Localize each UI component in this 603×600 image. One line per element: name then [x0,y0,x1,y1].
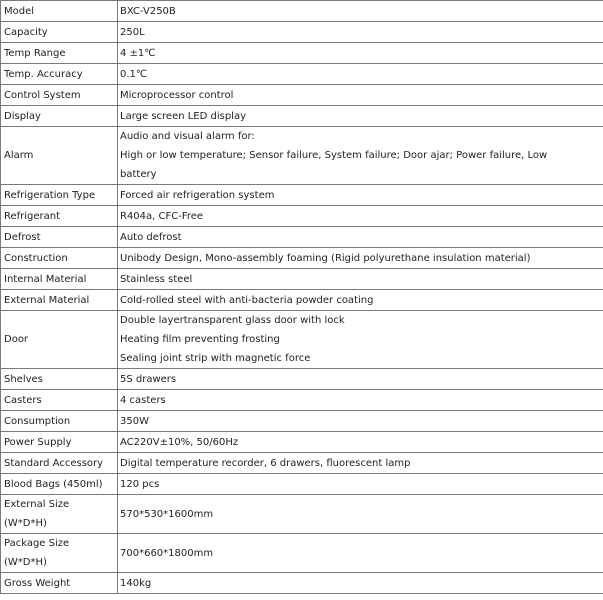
row-value: 350W [118,411,603,432]
label-line: (W*D*H) [4,518,47,529]
row-label: External Material [1,290,118,311]
row-label: Construction [1,248,118,269]
row-value: Unibody Design, Mono-assembly foaming (Rigid polyurethane insulation material) [118,248,603,269]
value-line: Double layertransparent glass door with lock [120,315,345,326]
row-label: Power Supply [1,432,118,453]
row-label [1,495,118,534]
row-label: Blood Bags (450ml) [1,474,118,495]
table-row [1,411,603,432]
table-row [1,453,603,474]
row-value: 0.1℃ [118,64,603,85]
row-value: 570*530*1600mm [118,495,603,534]
row-label: Internal Material [1,269,118,290]
row-value: R404a, CFC-Free [118,206,603,227]
row-label [1,534,118,573]
row-label: Display [1,106,118,127]
row-value: Large screen LED display [118,106,603,127]
row-label: Standard Accessory [1,453,118,474]
table-row [1,185,603,206]
table-row [1,43,603,64]
table-row [1,534,603,573]
table-row [1,1,603,22]
table-row [1,22,603,43]
value-line: Sealing joint strip with magnetic force [120,353,311,364]
row-value [118,127,603,185]
row-label: Consumption [1,411,118,432]
row-label: Defrost [1,227,118,248]
row-value: Digital temperature recorder, 6 drawers, fluorescent lamp [118,453,603,474]
row-label: Model [1,1,118,22]
table-row [1,311,603,369]
row-label: Control System [1,85,118,106]
value-line: High or low temperature; Sensor failure, System failure; Door ajar; Power failure, Low [120,150,548,161]
table-row [1,269,603,290]
label-line: (W*D*H) [4,557,47,568]
value-line: Audio and visual alarm for: [120,131,255,142]
value-line: Heating film preventing frosting [120,334,280,345]
table-row [1,290,603,311]
table-row [1,127,603,185]
table-row [1,369,603,390]
table-row [1,390,603,411]
table-row [1,573,603,594]
row-value: 140kg [118,573,603,594]
row-value: Auto defrost [118,227,603,248]
row-value [118,311,603,369]
table-row [1,474,603,495]
row-value: Forced air refrigeration system [118,185,603,206]
label-line: Package Size [4,538,70,549]
row-value: Cold-rolled steel with anti-bacteria powder coating [118,290,603,311]
row-label: Temp Range [1,43,118,64]
row-label: Shelves [1,369,118,390]
row-label: Temp. Accuracy [1,64,118,85]
row-value: 700*660*1800mm [118,534,603,573]
value-line: battery [120,169,157,180]
row-value: 4 ±1℃ [118,43,603,64]
row-label: Refrigeration Type [1,185,118,206]
table-row [1,495,603,534]
row-label: Alarm [1,127,118,185]
row-label: Gross Weight [1,573,118,594]
row-label: Capacity [1,22,118,43]
row-label: Casters [1,390,118,411]
row-label: Door [1,311,118,369]
row-value: 250L [118,22,603,43]
row-value: 120 pcs [118,474,603,495]
table-row [1,248,603,269]
row-label: Refrigerant [1,206,118,227]
row-value: Microprocessor control [118,85,603,106]
label-line: External Size [4,499,70,510]
table-row [1,206,603,227]
table-row [1,106,603,127]
row-value: 4 casters [118,390,603,411]
row-value: Stainless steel [118,269,603,290]
table-row [1,64,603,85]
table-row [1,85,603,106]
row-value: 5S drawers [118,369,603,390]
row-value: AC220V±10%, 50/60Hz [118,432,603,453]
table-row [1,227,603,248]
table-row [1,432,603,453]
row-value: BXC-V250B [118,1,603,22]
